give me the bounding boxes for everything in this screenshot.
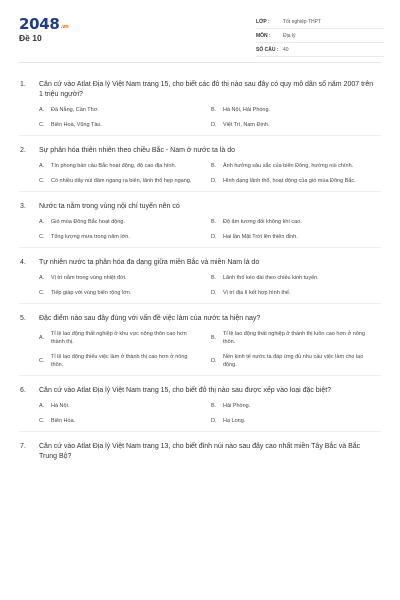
answer-options <box>39 330 400 369</box>
option-text: Có nhiều dãy núi đâm ngang ra biển, lãnh thổ hẹp ngang. <box>51 178 192 184</box>
question-item <box>0 202 400 248</box>
question-item <box>0 442 400 462</box>
option-text: Tỉ lệ lao động thất nghiệp ở khu vực nông thôn cao hơn thành thị. <box>51 331 187 345</box>
question-item <box>0 80 400 136</box>
question-item <box>0 314 400 376</box>
question-number: 5. <box>20 315 26 322</box>
option-letter: C. <box>39 178 45 184</box>
meta-label: SỐ CÂU : <box>256 46 279 53</box>
question-divider <box>19 375 381 376</box>
question-header <box>0 386 400 396</box>
answer-option[interactable] <box>39 274 211 282</box>
option-letter: D. <box>211 122 217 128</box>
page-header <box>0 0 400 62</box>
meta-row-subject <box>256 29 384 43</box>
answer-option[interactable] <box>39 417 211 425</box>
meta-value: Địa lý <box>283 32 296 39</box>
option-letter: C. <box>39 290 45 296</box>
option-text: Ảnh hưởng sâu sắc của biển Đông, hướng núi chính. <box>223 163 354 169</box>
question-text: Căn cứ vào Atlat Địa lý Việt Nam trang 15, cho biết đô thị nào sau được xếp vào loại đặc biệt? <box>39 387 332 394</box>
option-text: Tổng lượng mưa trong năm lớn. <box>51 234 130 240</box>
option-text: Độ ẩm tương đối không khí cao. <box>223 219 302 225</box>
logo-text: 2048 <box>19 15 60 33</box>
answer-options <box>39 162 400 185</box>
meta-label: MÔN : <box>256 32 271 39</box>
answer-option[interactable] <box>211 106 383 114</box>
question-divider <box>19 135 381 136</box>
question-item <box>0 386 400 432</box>
answer-options <box>39 274 400 297</box>
option-letter: B. <box>211 275 217 281</box>
option-text: Hai lần Mặt Trời lên thiên đỉnh. <box>223 234 298 240</box>
question-number: 2. <box>20 147 26 154</box>
question-divider <box>19 191 381 192</box>
option-text: Nền kinh tế nước ta đáp ứng đủ nhu cầu việc làm cho lao động. <box>223 354 364 368</box>
answer-options <box>39 106 400 129</box>
meta-value: 40 <box>283 46 289 53</box>
option-text: Vị trí nằm trong vùng nhiệt đới. <box>51 275 127 281</box>
option-letter: B. <box>211 219 217 225</box>
option-letter: B. <box>211 163 217 169</box>
option-letter: C. <box>39 122 45 128</box>
option-text: Việt Trì, Nam Định. <box>223 122 270 128</box>
option-text: Biên Hoà, Vũng Tàu. <box>51 122 102 128</box>
answer-option[interactable] <box>39 233 211 241</box>
option-letter: B. <box>211 107 217 113</box>
answer-option[interactable] <box>39 330 211 346</box>
answer-option[interactable] <box>211 330 383 346</box>
option-text: Biên Hòa. <box>51 418 76 424</box>
exam-title: Đề 10 <box>19 33 42 43</box>
option-letter: C. <box>39 358 45 364</box>
option-letter: A. <box>39 335 45 341</box>
question-header <box>0 146 400 156</box>
question-item <box>0 258 400 304</box>
question-list <box>0 80 400 472</box>
answer-option[interactable] <box>211 402 383 410</box>
option-letter: D. <box>211 418 217 424</box>
option-text: Tỉ lệ lao động thất nghiệp ở thành thị luôn cao hơn ở nông thôn. <box>223 331 366 345</box>
question-header <box>0 442 400 462</box>
question-divider <box>19 247 381 248</box>
option-letter: D. <box>211 178 217 184</box>
answer-options <box>39 402 400 425</box>
question-divider <box>19 431 381 432</box>
question-item <box>0 146 400 192</box>
answer-option[interactable] <box>211 233 383 241</box>
header-divider <box>19 62 381 63</box>
answer-option[interactable] <box>211 177 383 185</box>
answer-option[interactable] <box>211 162 383 170</box>
question-text: Sự phân hóa thiên nhiên theo chiều Bắc - Nam ở nước ta là do <box>39 147 236 154</box>
meta-value: Tốt nghiệp THPT <box>283 18 321 25</box>
option-text: Hà Nội. <box>51 403 70 409</box>
option-text: Tín phong bán cầu Bắc hoạt động, độ cao địa hình. <box>51 163 177 169</box>
exam-meta <box>256 15 384 57</box>
answer-option[interactable] <box>211 274 383 282</box>
answer-option[interactable] <box>39 218 211 226</box>
option-letter: A. <box>39 163 45 169</box>
site-logo[interactable] <box>19 15 68 33</box>
option-letter: A. <box>39 403 45 409</box>
question-number: 4. <box>20 259 26 266</box>
question-header <box>0 314 400 324</box>
question-text: Căn cứ vào Atlat Địa lý Việt Nam trang 15, cho biết các đô thị nào sau đây có quy mô dân số năm 2007 trên 1 triệu người? <box>39 81 374 98</box>
option-letter: B. <box>211 403 217 409</box>
answer-option[interactable] <box>211 121 383 129</box>
option-text: Vị trí địa lí kết hợp hình thế. <box>223 290 291 296</box>
meta-label: LỚP : <box>256 18 270 25</box>
question-header <box>0 202 400 212</box>
option-letter: D. <box>211 234 217 240</box>
answer-option[interactable] <box>39 177 211 185</box>
question-number: 1. <box>20 81 26 88</box>
answer-option[interactable] <box>39 162 211 170</box>
answer-option[interactable] <box>39 402 211 410</box>
meta-row-class <box>256 15 384 29</box>
option-text: Đà Nẵng, Cần Thơ. <box>51 107 99 113</box>
answer-option[interactable] <box>211 353 383 369</box>
answer-option[interactable] <box>39 353 211 369</box>
question-number: 6. <box>20 387 26 394</box>
option-letter: C. <box>39 418 45 424</box>
question-header <box>0 258 400 268</box>
option-text: Hải Phòng. <box>223 403 251 409</box>
meta-row-count <box>256 43 384 57</box>
option-letter: C. <box>39 234 45 240</box>
option-text: Tỉ lệ lao động thiếu việc làm ở thành thị cao hơn ở nông thôn. <box>51 354 188 368</box>
question-text: Đặc điểm nào sau đây đúng với vấn đề việc làm của nước ta hiện nay? <box>39 315 261 322</box>
option-letter: A. <box>39 275 45 281</box>
answer-option[interactable] <box>39 106 211 114</box>
question-number: 7. <box>20 443 26 450</box>
logo-suffix: .vn <box>60 24 69 30</box>
question-number: 3. <box>20 203 26 210</box>
answer-option[interactable] <box>211 289 383 297</box>
question-divider <box>19 303 381 304</box>
option-letter: A. <box>39 219 45 225</box>
answer-option[interactable] <box>211 218 383 226</box>
option-letter: B. <box>211 335 217 341</box>
option-text: Lãnh thổ kéo dài theo chiều kinh tuyến. <box>223 275 319 281</box>
answer-option[interactable] <box>211 417 383 425</box>
option-text: Hà Nội, Hải Phòng. <box>223 107 271 113</box>
option-text: Hạ Long. <box>223 418 246 424</box>
option-text: Gió mùa Đông Bắc hoạt động. <box>51 219 125 225</box>
option-letter: D. <box>211 358 217 364</box>
answer-option[interactable] <box>39 121 211 129</box>
answer-options <box>39 218 400 241</box>
answer-option[interactable] <box>39 289 211 297</box>
option-letter: D. <box>211 290 217 296</box>
option-letter: A. <box>39 107 45 113</box>
question-text: Tự nhiên nước ta phân hóa đa dạng giữa miền Bắc và miền Nam là do <box>39 259 260 266</box>
option-text: Tiếp giáp với vùng biển rộng lớn. <box>51 290 132 296</box>
question-text: Căn cứ vào Atlat Địa lý Việt Nam trang 13, cho biết đỉnh núi nào sau đây cao nhất miền Tây Bắc và Bắc Trung Bộ? <box>39 443 361 460</box>
question-header <box>0 80 400 100</box>
option-text: Hình dạng lãnh thổ, hoạt động của gió mùa Đông Bắc. <box>223 178 356 184</box>
question-text: Nước ta nằm trong vùng nội chí tuyến nên có <box>39 203 180 210</box>
